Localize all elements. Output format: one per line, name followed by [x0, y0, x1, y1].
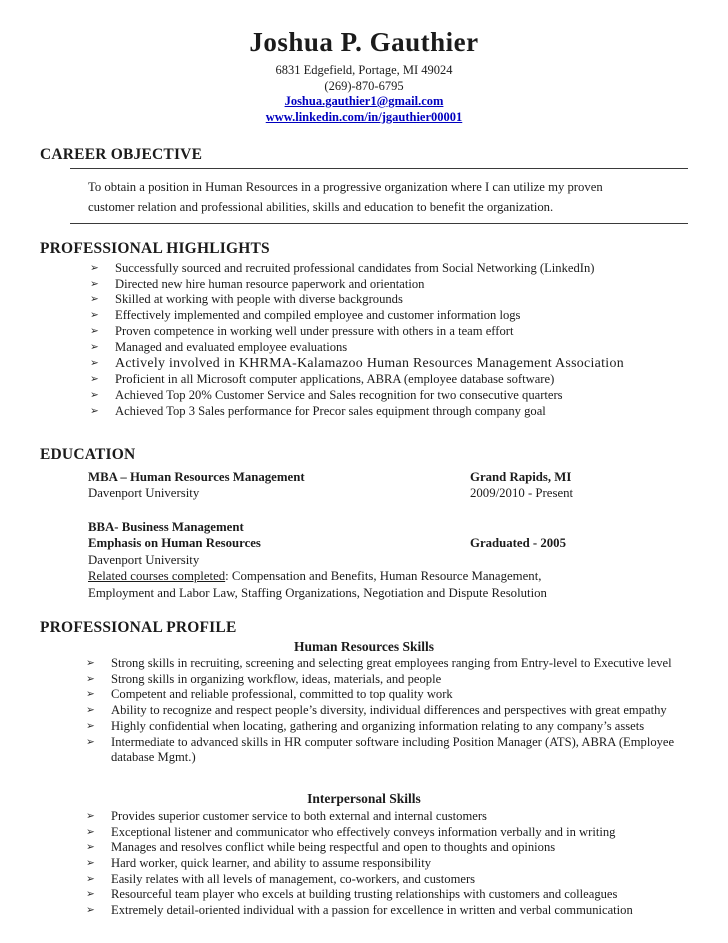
bullet-arrow-icon: ➢ — [90, 309, 99, 322]
degree-title: BBA- Business Management — [88, 519, 244, 534]
bullet-arrow-icon: ➢ — [90, 389, 99, 402]
list-item — [40, 372, 688, 388]
bullet-text: Highly confidential when locating, gathering and organizing information relating to any company’s assets — [111, 718, 645, 733]
bullet-arrow-icon: ➢ — [90, 357, 99, 370]
hr-skills-list — [40, 656, 688, 766]
degree-dates: 2009/2010 - Present — [470, 486, 574, 501]
education-row — [88, 469, 688, 486]
bullet-arrow-icon: ➢ — [90, 277, 99, 290]
bullet-text: Hard worker, quick learner, and ability to assume responsibility — [111, 856, 432, 871]
list-item — [40, 261, 688, 277]
bullet-arrow-icon: ➢ — [90, 293, 99, 306]
bullet-text: Skilled at working with people with diverse backgrounds — [115, 292, 403, 307]
degree-location: Grand Rapids, MI — [470, 469, 572, 484]
school-name: Davenport University — [88, 552, 200, 567]
candidate-address: 6831 Edgefield, Portage, MI 49024 — [275, 63, 453, 77]
highlights-list — [40, 261, 688, 420]
bullet-text: Extremely detail-oriented individual with a passion for excellence in written and verbal communication — [111, 903, 633, 918]
bullet-arrow-icon: ➢ — [86, 704, 95, 717]
education-row — [88, 485, 688, 502]
list-item — [40, 809, 688, 825]
bullet-text: Strong skills in organizing workflow, ideas, materials, and people — [111, 671, 442, 686]
list-item — [40, 277, 688, 293]
subsection-title-interpersonal-skills: Interpersonal Skills — [307, 790, 421, 806]
bullet-text: Actively involved in KHRMA-Kalamazoo Human Resources Management Association — [115, 356, 624, 372]
candidate-phone: (269)-870-6795 — [324, 78, 404, 93]
professional-profile-heading: PROFESSIONAL PROFILE — [40, 619, 237, 637]
career-objective-heading: CAREER OBJECTIVE — [40, 146, 203, 163]
list-item — [40, 840, 688, 856]
list-item — [40, 292, 688, 308]
list-item — [40, 388, 688, 404]
bullet-text: Provides superior customer service to both external and internal customers — [111, 808, 487, 823]
bullet-arrow-icon: ➢ — [86, 841, 95, 854]
subsection-title-hr-skills: Human Resources Skills — [293, 639, 435, 655]
list-item — [40, 355, 688, 372]
education-heading: EDUCATION — [40, 445, 136, 463]
bullet-arrow-icon: ➢ — [86, 809, 95, 822]
divider-line — [70, 168, 688, 169]
bullet-arrow-icon: ➢ — [90, 324, 99, 337]
interpersonal-skills-list — [40, 809, 688, 919]
bullet-arrow-icon: ➢ — [86, 735, 95, 748]
bullet-arrow-icon: ➢ — [86, 888, 95, 901]
related-courses-text: : Compensation and Benefits, Human Resource Management, Employment and Labor Law, Staffing Organizations, Negotiation and Dispute Resolution — [88, 569, 547, 600]
bullet-arrow-icon: ➢ — [86, 688, 95, 701]
related-courses-label: Related courses completed — [88, 569, 226, 584]
list-item — [40, 324, 688, 340]
list-item — [40, 404, 688, 420]
bullet-arrow-icon: ➢ — [90, 262, 99, 274]
bullet-arrow-icon: ➢ — [86, 825, 95, 838]
bullet-arrow-icon: ➢ — [86, 857, 95, 870]
related-courses — [88, 568, 588, 601]
bullet-arrow-icon: ➢ — [90, 340, 99, 353]
bullet-text: Effectively implemented and compiled employee and customer information logs — [115, 308, 521, 323]
list-item — [40, 308, 688, 324]
list-item — [40, 703, 688, 719]
list-item — [40, 903, 688, 919]
bullet-arrow-icon: ➢ — [86, 657, 95, 670]
list-item — [40, 687, 688, 703]
resume-header — [0, 0, 728, 125]
resume-body — [0, 146, 728, 919]
education-row — [88, 535, 688, 552]
email-link[interactable]: Joshua.gauthier1@gmail.com — [284, 94, 444, 108]
bullet-text: Intermediate to advanced skills in HR computer software including Position Manager (ATS), ABRA (Employee database Mgmt.) — [111, 734, 675, 765]
bullet-arrow-icon: ➢ — [90, 404, 99, 417]
list-item — [40, 735, 688, 766]
education-entry-bba — [88, 519, 688, 602]
bullet-text: Managed and evaluated employee evaluations — [115, 339, 348, 354]
section-professional-highlights — [40, 240, 688, 420]
bullet-arrow-icon: ➢ — [86, 672, 95, 685]
professional-highlights-heading: PROFESSIONAL HIGHLIGHTS — [40, 240, 270, 257]
bullet-text: Strong skills in recruiting, screening and selecting great employees ranging from Entry-level to Executive level — [111, 656, 672, 671]
bullet-arrow-icon: ➢ — [86, 719, 95, 732]
linkedin-link[interactable]: www.linkedin.com/in/jgauthier00001 — [265, 109, 463, 124]
list-item — [40, 656, 688, 672]
bullet-arrow-icon: ➢ — [90, 373, 99, 386]
section-career-objective — [40, 146, 688, 224]
bullet-text: Manages and resolves conflict while being respectful and open to thoughts and opinions — [111, 840, 556, 855]
list-item — [40, 340, 688, 356]
bullet-text: Competent and reliable professional, committed to top quality work — [111, 687, 453, 702]
list-item — [40, 856, 688, 872]
list-item — [40, 719, 688, 735]
education-entry-mba — [88, 469, 688, 502]
bullet-text: Ability to recognize and respect people’s diversity, individual differences and perspectives with great empathy — [111, 703, 667, 718]
bullet-text: Directed new hire human resource paperwork and orientation — [115, 276, 425, 291]
candidate-name: Joshua P. Gauthier — [249, 27, 479, 57]
divider-line — [70, 223, 688, 224]
bullet-text: Achieved Top 20% Customer Service and Sales recognition for two consecutive quarters — [115, 388, 563, 403]
degree-dates: Graduated - 2005 — [470, 536, 566, 551]
bullet-arrow-icon: ➢ — [86, 904, 95, 917]
school-name: Davenport University — [88, 486, 200, 501]
bullet-text: Proficient in all Microsoft computer applications, ABRA (employee database software) — [115, 372, 555, 387]
degree-title: MBA – Human Resources Management — [88, 469, 305, 484]
list-item — [40, 672, 688, 688]
section-education — [40, 446, 688, 602]
section-professional-profile — [40, 619, 688, 919]
bullet-text: Successfully sourced and recruited professional candidates from Social Networking (LinkedIn) — [115, 261, 595, 275]
bullet-text: Resourceful team player who excels at building trusting relationships with customers and colleagues — [111, 887, 618, 902]
list-item — [40, 872, 688, 888]
bullet-text: Proven competence in working well under pressure with others in a team effort — [115, 323, 514, 338]
degree-emphasis: Emphasis on Human Resources — [88, 536, 261, 551]
bullet-text: Exceptional listener and communicator who effectively conveys information verbally and in writing — [111, 824, 616, 839]
bullet-text: Easily relates with all levels of management, co-workers, and customers — [111, 871, 476, 886]
career-objective-text: To obtain a position in Human Resources in a progressive organization where I can utilize my proven customer relation and professional abilities, skills and education to benefit the organization. — [88, 180, 603, 214]
list-item — [40, 825, 688, 841]
bullet-arrow-icon: ➢ — [86, 872, 95, 885]
bullet-text: Achieved Top 3 Sales performance for Precor sales equipment through company goal — [115, 403, 546, 418]
list-item — [40, 887, 688, 903]
